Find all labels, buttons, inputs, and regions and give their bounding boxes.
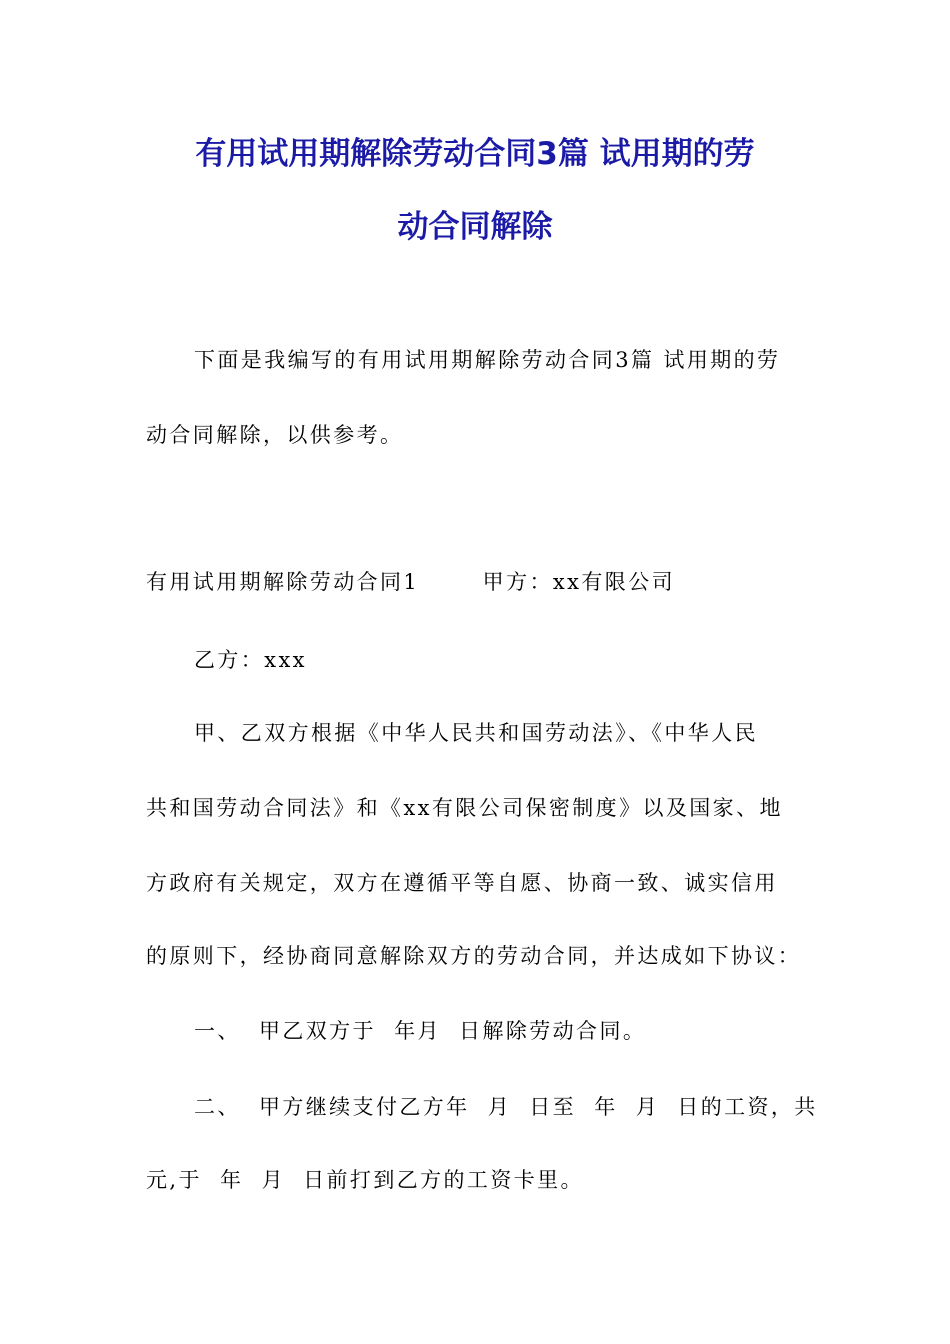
agreement-paragraph-line-3: 方政府有关规定，双方在遵循平等自愿、协商一致、诚实信用 xyxy=(146,871,778,895)
document-title-line-2: 动合同解除 xyxy=(397,209,553,245)
clause-2-line-2: 元,于 年 月 日前打到乙方的工资卡里。 xyxy=(146,1168,584,1192)
agreement-paragraph-line-1: 甲、乙双方根据《中华人民共和国劳动法》、《中华人民 xyxy=(194,721,758,745)
intro-paragraph-line-1: 下面是我编写的有用试用期解除劳动合同3篇 试用期的劳 xyxy=(194,348,781,372)
clause-1-line: 一、 甲乙双方于 年月 日解除劳动合同。 xyxy=(194,1019,647,1043)
intro-paragraph-line-2: 动合同解除，以供参考。 xyxy=(146,423,404,447)
contract-heading-line: 有用试用期解除劳动合同1 甲方：xx有限公司 xyxy=(146,570,675,594)
party-b-line: 乙方：xxx xyxy=(194,648,307,672)
clause-2-line-1: 二、 甲方继续支付乙方年 月 日至 年 月 日的工资，共 xyxy=(194,1095,818,1119)
agreement-paragraph-line-4: 的原则下，经协商同意解除双方的劳动合同，并达成如下协议： xyxy=(146,944,802,968)
agreement-paragraph-line-2: 共和国劳动合同法》和《xx有限公司保密制度》以及国家、地 xyxy=(146,796,783,820)
document-title-line-1: 有用试用期解除劳动合同3篇 试用期的劳 xyxy=(195,136,755,172)
